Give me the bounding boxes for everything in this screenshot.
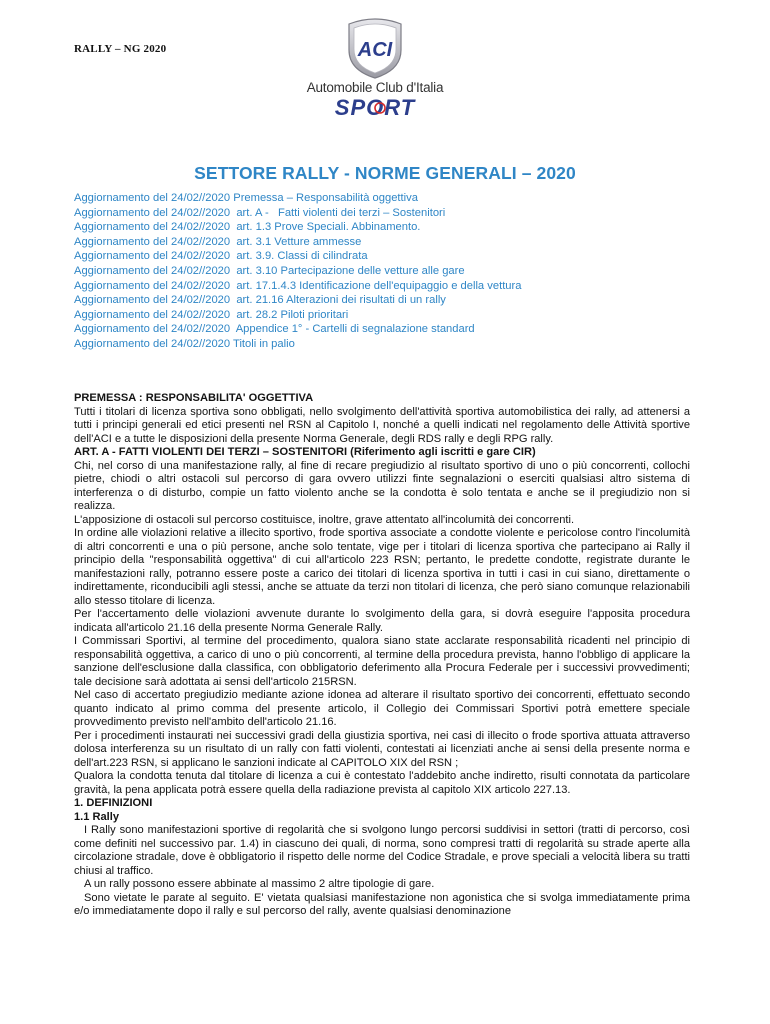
sport-letters: SPORT [334, 96, 416, 120]
definizioni-paragraph: Sono vietate le parate al seguito. E' vietata qualsiasi manifestazione non agonistica che si svolga immediatamente prima e/o immediatamente dopo il rally e sul percorso del rally, avente qualsiasi denominazione [74, 891, 690, 917]
update-item: Aggiornamento del 24/02//2020 art. 3.1 Vetture ammesse [74, 235, 362, 248]
update-item: Aggiornamento del 24/02//2020 art. 3.9. Classi di cilindrata [74, 250, 368, 263]
sport-wordmark [312, 96, 438, 120]
updates-list [74, 191, 714, 352]
aci-shield-icon [300, 16, 450, 80]
update-item: Aggiornamento del 24/02//2020 art. 21.16 Alterazioni dei risultati di un rally [74, 294, 446, 307]
rally-subheading: 1.1 Rally [74, 810, 120, 823]
update-item: Aggiornamento del 24/02//2020 art. A - Fatti violenti dei terzi – Sostenitori [74, 206, 446, 219]
update-item: Aggiornamento del 24/02//2020 Titoli in palio [74, 337, 295, 350]
logo-name: Automobile Club d'Italia [306, 80, 444, 95]
update-item: Aggiornamento del 24/02//2020 art. 3.10 Partecipazione delle vetture alle gare [74, 264, 465, 277]
premessa-heading: PREMESSA : RESPONSABILITA' OGGETTIVA [74, 392, 314, 404]
art-a-paragraph: Per i procedimenti instaurati nei successivi gradi della giustizia sportiva, nei casi di illecito o frode sportiva attuata attraverso dolosa interferenza su un risultato di un rally con fatti violenti, contestati ai licenziati anche ai sensi della presente norma e dell'art.223 RSN, si applicano le sanzioni indicate al CAPITOLO XIX del RSN ; [74, 729, 690, 769]
aci-letters: ACI [357, 39, 393, 61]
art-a-paragraph: Qualora la condotta tenuta dal titolare di licenza a cui è contestato l'addebito anche indiretto, risulti connotata da particolare gravità, la pena applicata potrà essere quella della radiazione prevista al capitolo XIX articolo 227.13. [74, 770, 690, 796]
update-item: Aggiornamento del 24/02//2020 art. 17.1.4.3 Identificazione dell'equipaggio e della vettura [74, 279, 522, 292]
definizioni-paragraph: I Rally sono manifestazioni sportive di regolarità che si svolgono lungo percorsi suddivisi in settori (tratti di percorso, così come definiti nel successivo par. 1.4) in ciascuno dei quali, di norma, sono compresi tratti di regolarità su strade aperte alla circolazione stradale, dove è obbligatorio il rispetto delle norme del Codice Stradale, e prove speciali a velocità libera su tratti chiusi al traffico. [74, 824, 690, 877]
art-a-paragraph: L'apposizione di ostacoli sul percorso costituisce, inoltre, grave attentato all'incolumità dei concorrenti. [74, 513, 575, 526]
aci-sport-logo [300, 16, 450, 120]
update-item: Aggiornamento del 24/02//2020 art. 28.2 Piloti prioritari [74, 308, 349, 321]
art-a-paragraph: In ordine alle violazioni relative a illecito sportivo, frode sportiva associate a condotte violente e pericolose contro l'incolumità di altri concorrenti e una o più persone, anche solo tentate, vige per i titolari di licenza sportiva che partecipano ai Rally il principio della "responsabilità oggettiva" di cui all'articolo 223 RSN; pertanto, le predette condotte, registrate durante le manifestazioni rally, potranno essere poste a carico dei titolari di licenza sportiva in tutti i casi in cui siano, direttamente o indirettamente, riconducibili agli stessi, anche se attuate da terzi non titolari di licenza, che però siano comunque relazionabili allo stesso titolare di licenza. [74, 527, 690, 607]
page-title: SETTORE RALLY - NORME GENERALI – 2020 [194, 163, 576, 183]
document-body [74, 392, 690, 919]
definizioni-paragraph: A un rally possono essere abbinate al massimo 2 altre tipologie di gare. [84, 878, 435, 890]
definizioni-heading: 1. DEFINIZIONI [74, 797, 153, 809]
update-item: Aggiornamento del 24/02//2020 art. 1.3 Prove Speciali. Abbinamento. [74, 221, 421, 234]
update-item: Aggiornamento del 24/02//2020 Appendice 1° - Cartelli di segnalazione standard [74, 323, 475, 336]
update-item: Aggiornamento del 24/02//2020 Premessa – Responsabilità oggettiva [74, 192, 418, 204]
art-a-paragraph: Chi, nel corso di una manifestazione rally, al fine di recare pregiudizio al risultato sportivo di uno o più concorrenti, collochi pietre, chiodi o altri ostacoli sul percorso di gara ovvero utilizzi finte segnalazioni o eserciti qualsiasi altro sistema di interferenza o di disturbo, compie un fatto violento anche se la condotta è solo tentata e anche se il pregiudizio non si realizza. [74, 459, 690, 512]
premessa-text: Tutti i titolari di licenza sportiva sono obbligati, nello svolgimento dell'attività sportiva automobilistica dei rally, ad attenersi a tutti i principi generali ed etici presenti nel RSN al Capitolo I, nonché a quelli indicati nel regolamento delle Attività sportive dell'ACI e a tutte le disposizioni della presente Norma Generale, degli RDS rally e degli RPG rally. [74, 405, 690, 445]
art-a-paragraph: Nel caso di accertato pregiudizio mediante azione idonea ad alterare il risultato sportivo dei concorrenti, effettuato secondo quanto indicato al primo comma del presente articolo, il Collegio dei Commissari Sportivi potrà emettere speciale provvedimento previsto nell'ambito dell'articolo 21.16. [74, 689, 690, 728]
art-a-paragraph: Per l'accertamento delle violazioni avvenute durante lo svolgimento della gara, si dovrà eseguire l'apposita procedura indicata all'articolo 21.16 della presente Norma Generale Rally. [74, 608, 690, 634]
document-code: RALLY – NG 2020 [74, 43, 167, 55]
art-a-heading: ART. A - FATTI VIOLENTI DEI TERZI – SOSTENITORI (Riferimento agli iscritti e gare CIR) [74, 446, 536, 458]
art-a-paragraph: I Commissari Sportivi, al termine del procedimento, qualora siano state acclarate responsabilità ricadenti nel principio di responsabilità oggettiva, a carico di uno o più concorrenti, al termine della procedura prevista, hanno l'obbligo di applicare la sanzione dell'esclusione dalla classifica, con obbligatorio deferimento alla Procura Federale per i successivi provvedimenti; tale decisione sarà adottata ai sensi dell'articolo 215RSN. [74, 635, 690, 688]
